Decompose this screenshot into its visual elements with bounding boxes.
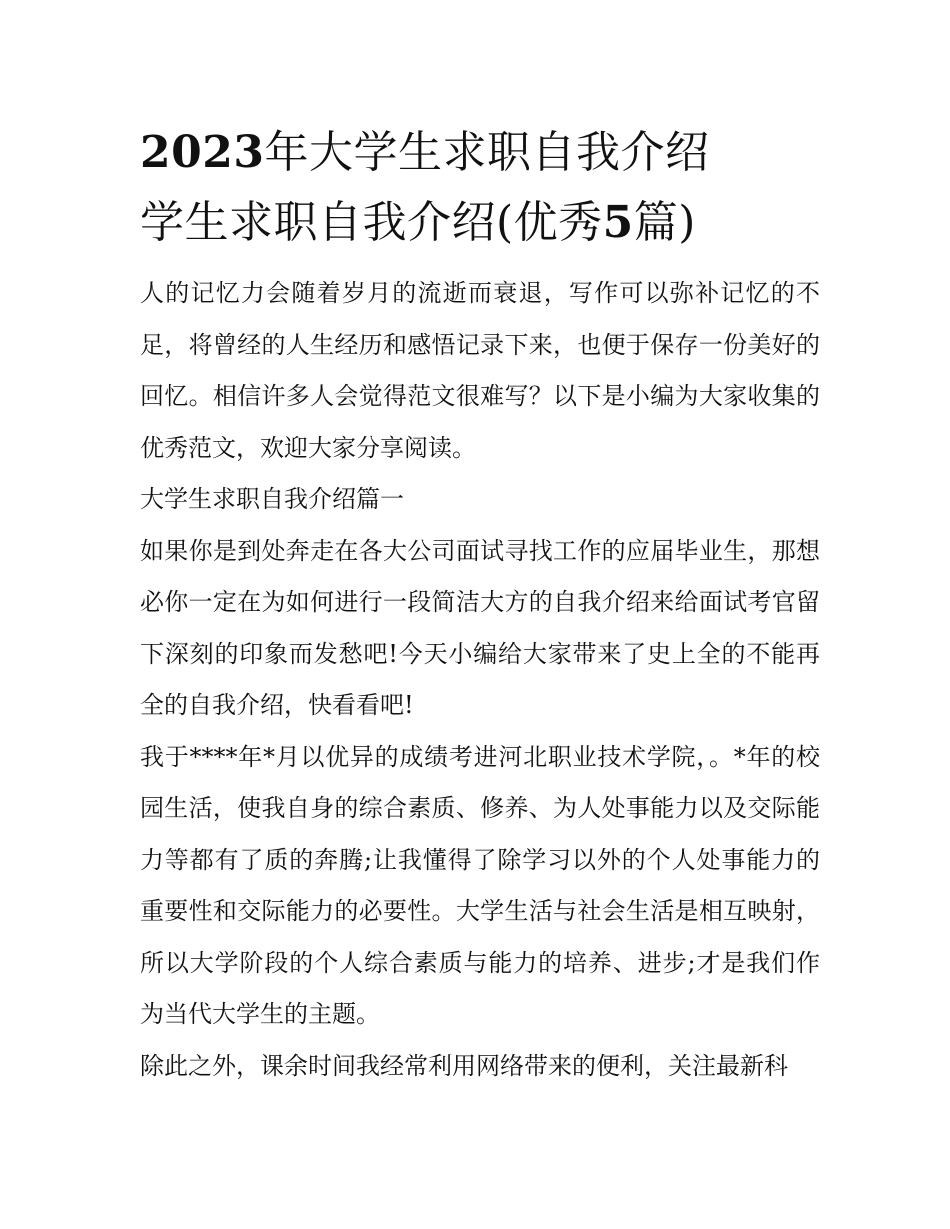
title-line-1: 2023年大学生求职自我介绍 [140,127,710,178]
document-body [140,268,820,1092]
section-heading: 大学生求职自我介绍篇一 [140,485,404,513]
title-line-2: 学生求职自我介绍(优秀5篇) [140,197,696,248]
intro-paragraph: 人的记忆力会随着岁月的流逝而衰退，写作可以弥补记忆的不足，将曾经的人生经历和感悟记录下来，也便于保存一份美好的回忆。相信许多人会觉得范文很难写？以下是小编为大家收集的优秀范文，欢迎大家分享阅读。 [140,279,820,462]
body-paragraph: 如果你是到处奔走在各大公司面试寻找工作的应届毕业生，那想必你一定在为如何进行一段简洁大方的自我介绍来给面试考官留下深刻的印象而发愁吧!今天小编给大家带来了史上全的不能再全的自我介绍，快看看吧! [140,536,820,719]
body-paragraph: 我于****年*月以优异的成绩考进河北职业技术学院，。*年的校园生活，使我自身的综合素质、修养、为人处事能力以及交际能力等都有了质的奔腾;让我懂得了除学习以外的个人处事能力的重要性和交际能力的必要性。大学生活与社会生活是相互映射，所以大学阶段的个人综合素质与能力的培养、进步;才是我们作为当代大学生的主题。 [140,742,820,1028]
document-page [140,118,820,1092]
body-paragraph: 除此之外，课余时间我经常利用网络带来的便利，关注最新科 [140,1051,788,1080]
document-title [140,118,820,258]
